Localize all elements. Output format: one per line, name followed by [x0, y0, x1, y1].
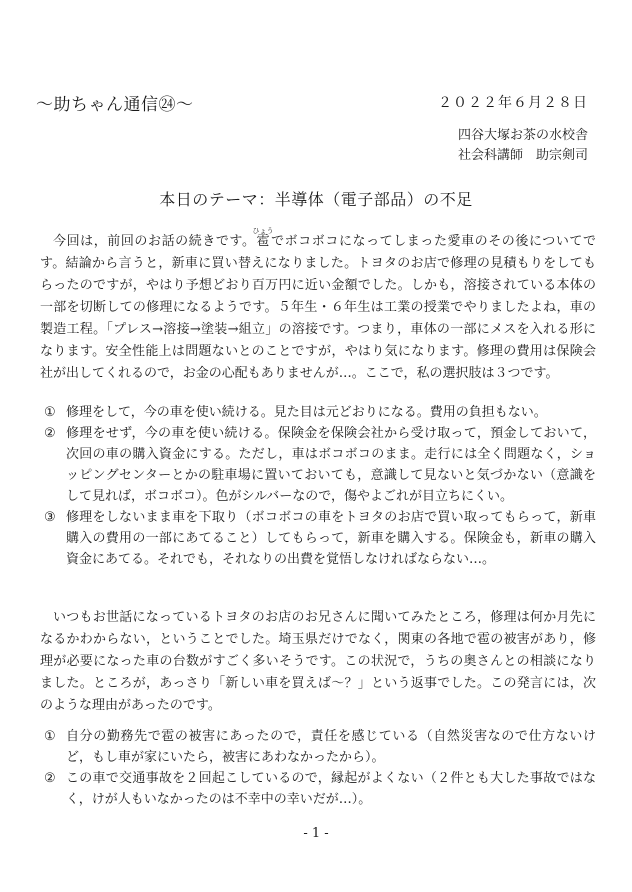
item-number: ②: [44, 771, 56, 786]
item-text: 修理をして，今の車を使い続ける。見た目は元どおりになる。費用の負担もない。: [66, 405, 547, 420]
intro-paragraph: [40, 227, 596, 385]
item-number: ①: [44, 729, 56, 744]
reasons-list: [44, 726, 596, 810]
item-number: ③: [44, 510, 56, 525]
list-item: [44, 402, 596, 423]
ruby-base: 雹: [252, 234, 274, 249]
author-block: [458, 126, 588, 166]
options-list: [44, 402, 596, 570]
theme-heading: 本日のテーマ：半導体（電子部品）の不足: [159, 190, 473, 209]
item-text: 修理をしないまま車を下取り（ボコボコの車をトヨタのお店で買い取ってもらって，新車購入の費用の一部にあてること）してもらって，新車を購入する。保険金も，新車の購入資金にあてる。それでも，それなりの出費を覚悟しなければならない…。: [66, 510, 596, 567]
ruby-reading: ひょう: [252, 227, 274, 235]
item-number: ②: [44, 426, 56, 441]
newsletter-title: 〜助ちゃん通信㉔〜: [36, 95, 194, 115]
teacher-name: 社会科講師 助宗剣司: [457, 148, 588, 163]
item-text: この車で交通事故を２回起こしているので，縁起がよくない（２件とも大した事故ではなく，けが人もいなかったのは不幸中の幸いだが…）。: [66, 771, 596, 807]
item-text: 自分の勤務先で雹の被害にあったので，責任を感じている（自然災害なので仕方ないけど，もし車が家にいたら，被害にあわなかったから）。: [66, 729, 596, 765]
intro-text-rest: でボコボコになってしまった愛車のその後についてです。結論から言うと，新車に買い替えになりました。トヨタのお店で修理の見積もりをしてもらったのですが，やはり予想どおり百万円に近い金額でした。しかも，溶接されている本体の一部を切断しての修理になるようです。５年生・６年生は工業の授業でやりましたよね，車の製造工程。「プレス→溶接→塗装→組立」の溶接です。つまり，車体の一部にメスを入れる形になります。安全性能上は問題ないとのことですが，やはり気になります。修理の費用は保険会社が出してくれるので，お金の心配もありませんが…。ここで，私の選択肢は３つです。: [40, 234, 596, 381]
list-item: [44, 768, 596, 810]
school-name: 四谷大塚お茶の水校舎: [457, 128, 588, 143]
item-number: ①: [44, 405, 56, 420]
item-text: 修理をせず，今の車を使い続ける。保険金を保険会社から受け取って，預金しておいて，次回の車の購入資金にする。ただし，車はボコボコのまま。走行には全く問題なく，ショッピングセンターとかの駐車場に置いておいても，意識して見ないと気づかない（意識をして見れば，ボコボコ）。色がシルバーなので，傷やよごれが目立ちにくい。: [66, 426, 596, 504]
consultation-paragraph: いつもお世話になっているトヨタのお店のお兄さんに聞いてみたところ，修理は何か月先になるかわからない，ということでした。埼玉県だけでなく，関東の各地で雹の被害があり，修理が必要になった車の台数がすごく多いそうです。この状況で，うちの奥さんとの相談になりました。ところが，あっさり「新しい車を買えば〜？」という返事でした。この発言には，次のような理由があったのです。: [40, 610, 596, 713]
issue-date: ２０２２年６月２８日: [438, 95, 588, 111]
list-item: [44, 726, 596, 768]
page-number: - 1 -: [303, 826, 329, 841]
intro-text-start: 今回は，前回のお話の続きです。: [53, 234, 256, 249]
hail-ruby: [252, 227, 274, 249]
list-item: [44, 507, 596, 570]
list-item: [44, 423, 596, 507]
